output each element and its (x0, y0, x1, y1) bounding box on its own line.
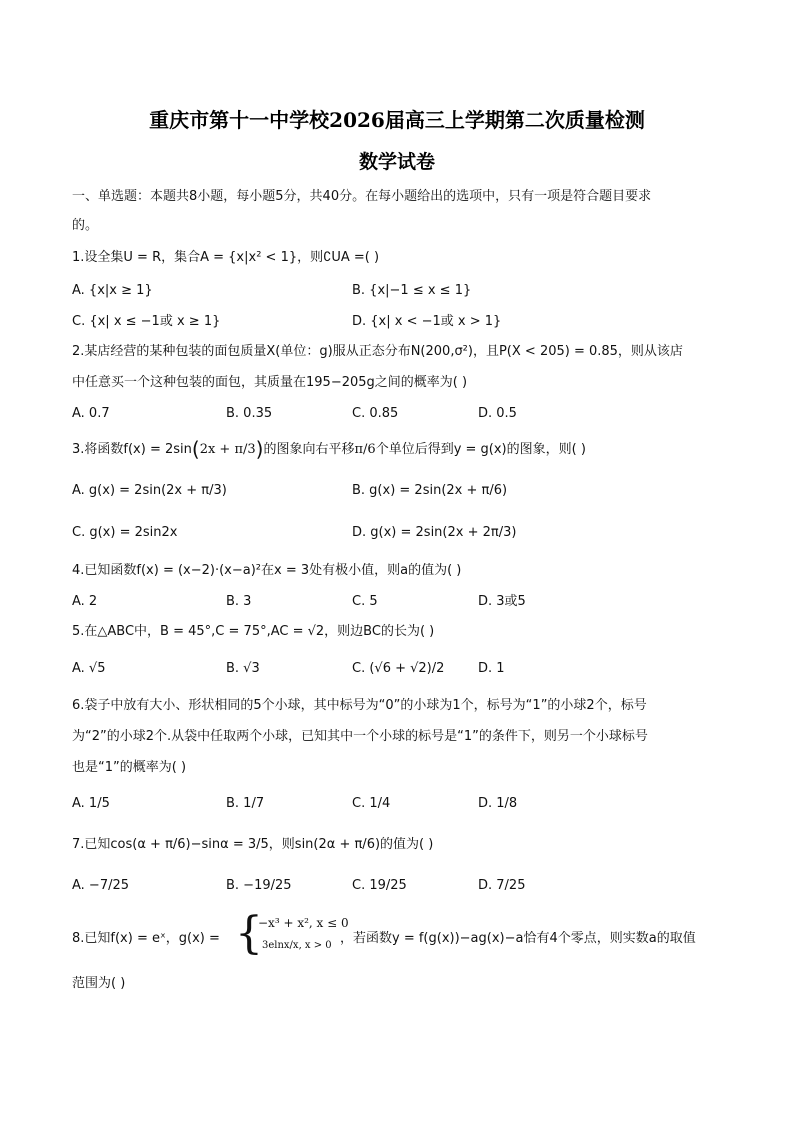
q3-shift: π/6 (354, 442, 376, 457)
q4-option-a: A. 2 (72, 594, 98, 609)
q7-option-b: B. −19/25 (226, 878, 292, 893)
q7-option-a: A. −7/25 (72, 878, 130, 893)
q5-option-b: B. √3 (226, 661, 260, 676)
q2-option-b: B. 0.35 (226, 406, 273, 421)
q3-option-c: C. g(x) = 2sin2x (72, 525, 178, 540)
question-1: 1.设全集U = R，集合A = {x|x² < 1}，则∁UA =( ) (72, 250, 380, 265)
question-6-line2: 为“2”的小球2个.从袋中任取两个小球，已知其中一个小球的标号是“1”的条件下，则另一个小球标号 (72, 729, 648, 744)
q3-mid: 的图象向右平移 (263, 442, 355, 457)
q4-option-d: D. 3或5 (478, 594, 526, 609)
section-instructions-line1: 一、单选题：本题共8小题，每小题5分，共40分。在每小题给出的选项中，只有一项是符合题目要求 (72, 189, 652, 204)
q1-option-a: A. {x|x ≥ 1} (72, 283, 153, 298)
question-6-line1: 6.袋子中放有大小、形状相同的5个小球，其中标号为“0”的小球为1个，标号为“1”的小球2个，标号 (72, 698, 647, 713)
q7-option-d: D. 7/25 (478, 878, 526, 893)
q1-option-b: B. {x|−1 ≤ x ≤ 1} (352, 283, 472, 298)
q1-option-d: D. {x| x < −1或 x > 1} (352, 314, 502, 329)
paren-close: ) (255, 437, 264, 461)
question-6-line3: 也是“1”的概率为( ) (72, 760, 187, 775)
q5-option-d: D. 1 (478, 661, 505, 676)
question-8-prefix: 8.已知f(x) = eˣ，g(x) = (72, 931, 220, 946)
q4-option-c: C. 5 (352, 594, 378, 609)
page-subtitle: 数学试卷 (358, 151, 435, 173)
q3-suffix: 个单位后得到y = g(x)的图象，则( ) (375, 442, 586, 457)
q5-option-c: C. (√6 + √2)/2 (352, 661, 445, 676)
q6-option-b: B. 1/7 (226, 796, 265, 811)
q2-option-d: D. 0.5 (478, 406, 517, 421)
paren-open: ( (191, 437, 200, 461)
question-2-line1: 2.某店经营的某种包装的面包质量X(单位：g)服从正态分布N(200,σ²)，且P(X < 205) = 0.85，则从该店 (72, 344, 683, 359)
q3-prefix: 3.将函数f(x) = 2sin (72, 442, 192, 457)
q1-option-c: C. {x| x ≤ −1或 x ≥ 1} (72, 314, 221, 329)
question-7: 7.已知cos(α + π/6)−sinα = 3/5，则sin(2α + π/6)的值为( ) (72, 837, 434, 852)
question-3 (72, 437, 722, 461)
q3-option-d: D. g(x) = 2sin(2x + 2π/3) (352, 525, 517, 540)
question-5: 5.在△ABC中，B = 45°,C = 75°,AC = √2，则边BC的长为( ) (72, 624, 435, 639)
q7-option-c: C. 19/25 (352, 878, 407, 893)
q6-option-c: C. 1/4 (352, 796, 391, 811)
question-2-line2: 中任意买一个这种包装的面包，其质量在195−205g之间的概率为( ) (72, 375, 468, 390)
q8-case-2: 3elnx/x, x > 0 (262, 940, 332, 951)
section-instructions-line2: 的。 (72, 218, 99, 233)
q4-option-b: B. 3 (226, 594, 252, 609)
q3-argument: 2x + π/3 (199, 442, 256, 457)
piecewise-brace: { (235, 908, 263, 959)
q6-option-a: A. 1/5 (72, 796, 110, 811)
q5-option-a: A. √5 (72, 661, 106, 676)
question-8-suffix: ，若函数y = f(g(x))−ag(x)−a恰有4个零点，则实数a的取值 (340, 931, 696, 946)
q3-option-a: A. g(x) = 2sin(2x + π/3) (72, 483, 227, 498)
question-8-line2: 范围为( ) (72, 976, 126, 991)
q6-option-d: D. 1/8 (478, 796, 518, 811)
q3-option-b: B. g(x) = 2sin(2x + π/6) (352, 483, 508, 498)
page-title: 重庆市第十一中学校2026届高三上学期第二次质量检测 (149, 108, 645, 132)
q8-case-1: −x³ + x², x ≤ 0 (258, 916, 349, 930)
question-4: 4.已知函数f(x) = (x−2)·(x−a)²在x = 3处有极小值，则a的值为( ) (72, 563, 462, 578)
q2-option-c: C. 0.85 (352, 406, 399, 421)
q2-option-a: A. 0.7 (72, 406, 110, 421)
